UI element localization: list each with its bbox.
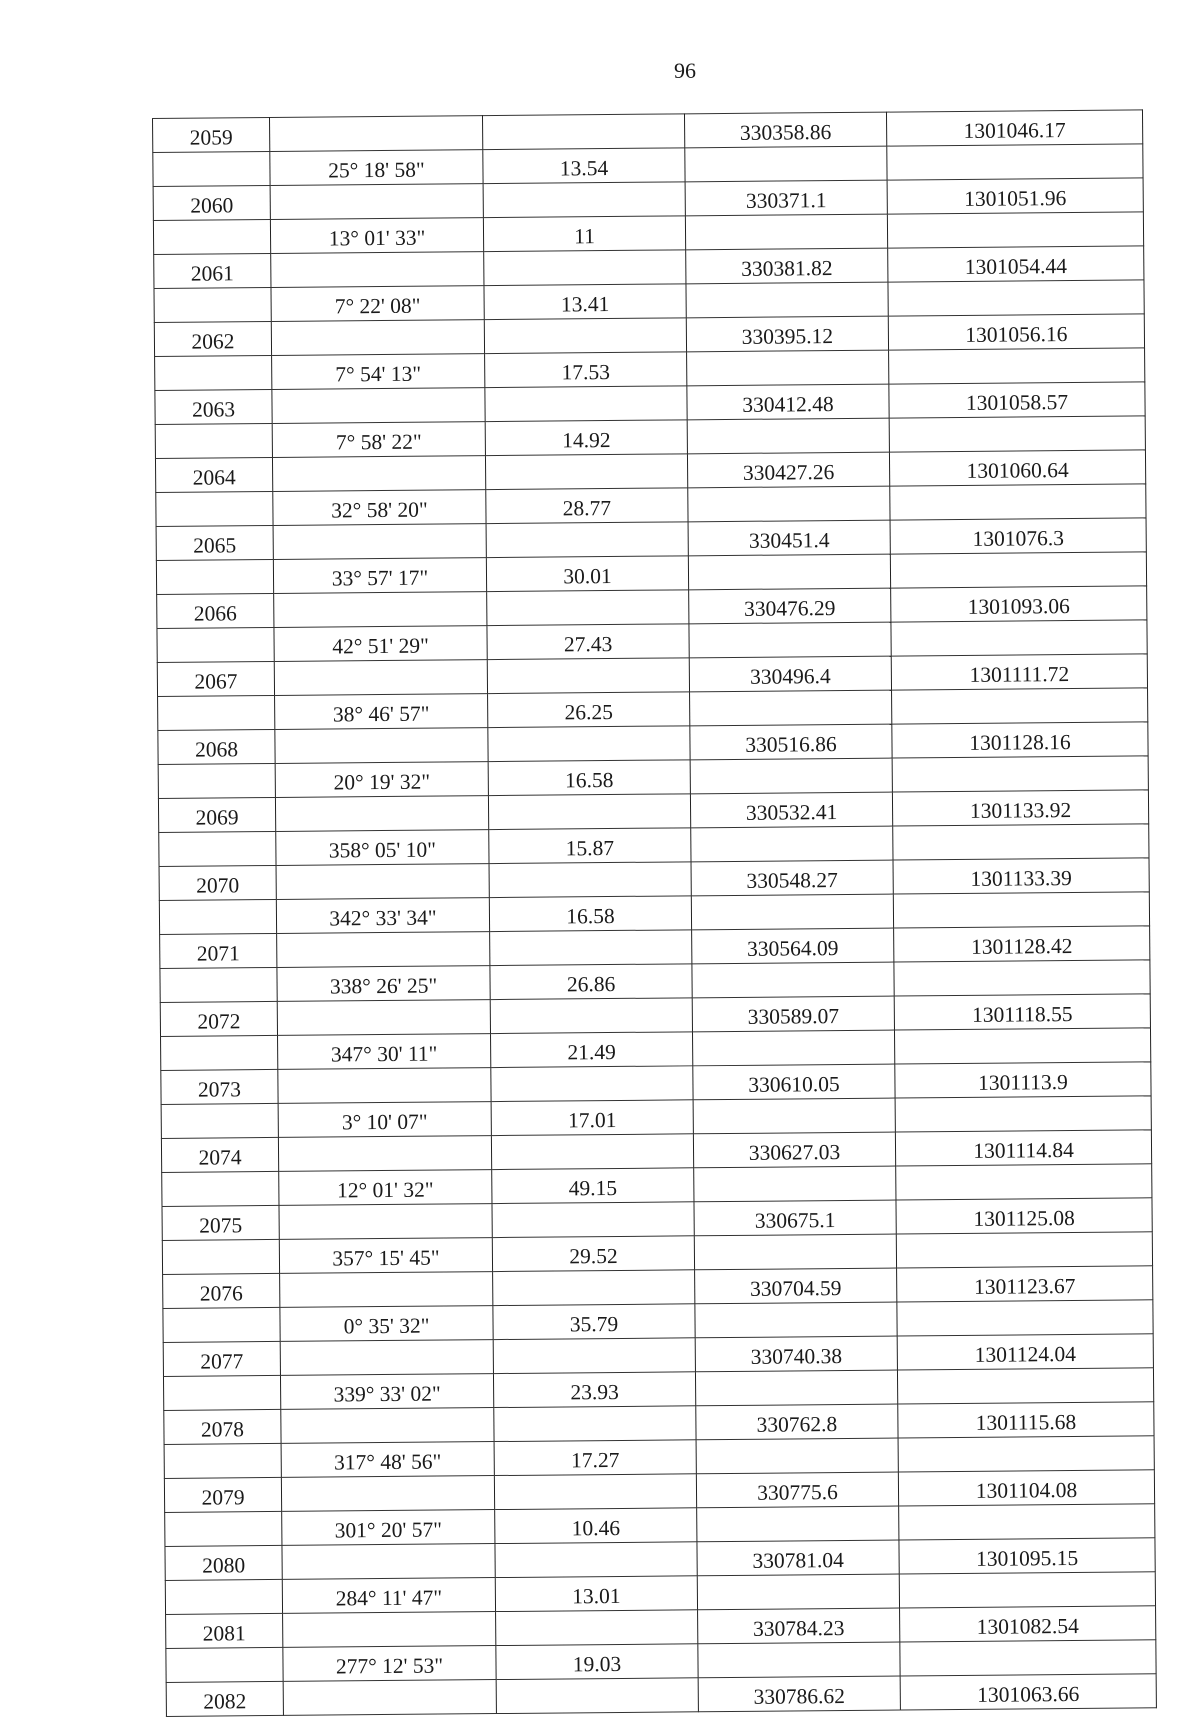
northing-value: 1301113.9 (895, 1062, 1151, 1098)
easting-value: 330395.12 (686, 316, 888, 352)
empty-cell (165, 1579, 282, 1614)
coordinate-table (152, 109, 1157, 1717)
bearing-value: 338° 26' 25" (277, 966, 490, 1002)
empty-cell (281, 1476, 494, 1512)
empty-cell (154, 287, 271, 322)
empty-cell (690, 758, 892, 794)
empty-cell (890, 484, 1146, 520)
distance-value: 13.01 (495, 1576, 697, 1612)
empty-cell (490, 930, 692, 966)
distance-value: 21.49 (491, 1032, 693, 1068)
empty-cell (494, 1474, 696, 1510)
empty-cell (694, 1166, 896, 1202)
empty-cell (157, 627, 274, 662)
station-id: 2061 (154, 253, 271, 288)
station-id: 2060 (153, 185, 270, 220)
empty-cell (162, 1171, 279, 1206)
empty-cell (484, 318, 686, 354)
empty-cell (689, 622, 891, 658)
easting-value: 330704.59 (695, 1268, 897, 1304)
empty-cell (163, 1307, 280, 1342)
empty-cell (897, 1368, 1153, 1404)
station-id: 2082 (166, 1681, 283, 1716)
easting-value: 330371.1 (685, 180, 887, 216)
distance-value: 11 (483, 216, 685, 252)
empty-cell (482, 114, 684, 150)
empty-cell (695, 1370, 897, 1406)
empty-cell (899, 1504, 1155, 1540)
empty-cell (487, 658, 689, 694)
easting-value: 330516.86 (690, 724, 892, 760)
easting-value: 330610.05 (693, 1064, 895, 1100)
easting-value: 330786.62 (698, 1676, 900, 1712)
distance-value: 14.92 (485, 420, 687, 456)
empty-cell (688, 486, 890, 522)
empty-cell (899, 1572, 1155, 1608)
easting-value: 330775.6 (696, 1472, 898, 1508)
empty-cell (896, 1232, 1152, 1268)
distance-value: 27.43 (487, 624, 689, 660)
empty-cell (896, 1164, 1152, 1200)
bearing-value: 20° 19' 32" (275, 762, 488, 798)
station-id: 2070 (159, 865, 276, 900)
bearing-value: 284° 11' 47" (282, 1578, 495, 1614)
empty-cell (280, 1340, 493, 1376)
northing-value: 1301128.42 (894, 926, 1150, 962)
station-id: 2077 (163, 1341, 280, 1376)
empty-cell (156, 491, 273, 526)
empty-cell (687, 418, 889, 454)
empty-cell (164, 1443, 281, 1478)
empty-cell (685, 214, 887, 250)
station-id: 2065 (156, 525, 273, 560)
empty-cell (163, 1375, 280, 1410)
station-id: 2062 (154, 321, 271, 356)
empty-cell (685, 146, 887, 182)
station-id: 2076 (163, 1273, 280, 1308)
page-number: 96 (674, 58, 696, 83)
bearing-value: 357° 15' 45" (279, 1238, 492, 1274)
bearing-value: 7° 54' 13" (272, 354, 485, 390)
northing-value: 1301058.57 (889, 382, 1145, 418)
northing-value: 1301125.08 (896, 1198, 1152, 1234)
empty-cell (894, 960, 1150, 996)
distance-value: 26.25 (488, 692, 690, 728)
empty-cell (888, 280, 1144, 316)
empty-cell (166, 1647, 283, 1682)
bearing-value: 7° 22' 08" (271, 286, 484, 322)
bearing-value: 42° 51' 29" (274, 626, 487, 662)
bearing-value: 347° 30' 11" (278, 1034, 491, 1070)
empty-cell (162, 1239, 279, 1274)
station-id: 2067 (157, 661, 274, 696)
empty-cell (485, 454, 687, 490)
easting-value: 330532.41 (690, 792, 892, 828)
easting-value: 330476.29 (689, 588, 891, 624)
empty-cell (887, 144, 1143, 180)
empty-cell (890, 552, 1146, 588)
empty-cell (887, 212, 1143, 248)
easting-value: 330412.48 (687, 384, 889, 420)
northing-value: 1301114.84 (895, 1130, 1151, 1166)
bearing-value: 33° 57' 17" (273, 558, 486, 594)
empty-cell (272, 456, 485, 492)
empty-cell (484, 250, 686, 286)
empty-cell (153, 151, 270, 186)
northing-value: 1301111.72 (891, 654, 1147, 690)
station-id: 2080 (165, 1545, 282, 1580)
empty-cell (161, 1035, 278, 1070)
northing-value: 1301124.04 (897, 1334, 1153, 1370)
easting-value: 330548.27 (691, 860, 893, 896)
northing-value: 1301076.3 (890, 518, 1146, 554)
empty-cell (160, 967, 277, 1002)
empty-cell (496, 1610, 698, 1646)
distance-value: 35.79 (493, 1304, 695, 1340)
station-id: 2071 (160, 933, 277, 968)
empty-cell (900, 1640, 1156, 1676)
empty-cell (494, 1406, 696, 1442)
empty-cell (892, 756, 1148, 792)
empty-cell (894, 1028, 1150, 1064)
station-id: 2072 (160, 1001, 277, 1036)
distance-value: 17.01 (491, 1100, 693, 1136)
empty-cell (269, 116, 482, 152)
northing-value: 1301128.16 (892, 722, 1148, 758)
empty-cell (691, 826, 893, 862)
bearing-value: 38° 46' 57" (275, 694, 488, 730)
easting-value: 330358.86 (684, 112, 886, 148)
empty-cell (275, 728, 488, 764)
empty-cell (487, 590, 689, 626)
easting-value: 330451.4 (688, 520, 890, 556)
easting-value: 330564.09 (692, 928, 894, 964)
empty-cell (495, 1542, 697, 1578)
distance-value: 28.77 (486, 488, 688, 524)
empty-cell (496, 1678, 698, 1714)
empty-cell (488, 726, 690, 762)
empty-cell (155, 423, 272, 458)
empty-cell (281, 1408, 494, 1444)
bearing-value: 3° 10' 07" (278, 1102, 491, 1138)
empty-cell (889, 416, 1145, 452)
northing-value: 1301056.16 (888, 314, 1144, 350)
bearing-value: 301° 20' 57" (282, 1510, 495, 1546)
empty-cell (687, 350, 889, 386)
empty-cell (277, 1000, 490, 1036)
empty-cell (893, 892, 1149, 928)
northing-value: 1301046.17 (886, 110, 1142, 146)
empty-cell (892, 688, 1148, 724)
northing-value: 1301115.68 (898, 1402, 1154, 1438)
easting-value: 330381.82 (686, 248, 888, 284)
station-id: 2066 (157, 593, 274, 628)
station-row (166, 1674, 1156, 1717)
distance-value: 13.54 (483, 148, 685, 184)
empty-cell (692, 1030, 894, 1066)
distance-value: 16.58 (489, 896, 691, 932)
empty-cell (276, 864, 489, 900)
station-id: 2075 (162, 1205, 279, 1240)
easting-value: 330762.8 (696, 1404, 898, 1440)
station-id: 2079 (164, 1477, 281, 1512)
distance-value: 26.86 (490, 964, 692, 1000)
bearing-value: 277° 12' 53" (283, 1646, 496, 1682)
empty-cell (893, 824, 1149, 860)
station-id: 2064 (155, 457, 272, 492)
bearing-value: 339° 33' 02" (280, 1374, 493, 1410)
empty-cell (274, 592, 487, 628)
empty-cell (155, 355, 272, 390)
easting-value: 330675.1 (694, 1200, 896, 1236)
bearing-value: 13° 01' 33" (270, 218, 483, 254)
northing-value: 1301054.44 (888, 246, 1144, 282)
station-id: 2073 (161, 1069, 278, 1104)
distance-value: 49.15 (492, 1168, 694, 1204)
bearing-value: 317° 48' 56" (281, 1442, 494, 1478)
empty-cell (153, 219, 270, 254)
coordinate-table-container (152, 109, 1155, 1715)
empty-cell (688, 554, 890, 590)
empty-cell (158, 763, 275, 798)
distance-value: 30.01 (486, 556, 688, 592)
bearing-value: 32° 58' 20" (273, 490, 486, 526)
empty-cell (271, 252, 484, 288)
empty-cell (486, 522, 688, 558)
empty-cell (279, 1204, 492, 1240)
empty-cell (690, 690, 892, 726)
bearing-value: 12° 01' 32" (279, 1170, 492, 1206)
empty-cell (493, 1270, 695, 1306)
empty-cell (283, 1680, 496, 1716)
distance-value: 23.93 (493, 1372, 695, 1408)
distance-value: 29.52 (492, 1236, 694, 1272)
empty-cell (491, 1066, 693, 1102)
station-id: 2081 (166, 1613, 283, 1648)
northing-value: 1301051.96 (887, 178, 1143, 214)
empty-cell (695, 1302, 897, 1338)
empty-cell (492, 1202, 694, 1238)
empty-cell (271, 320, 484, 356)
empty-cell (283, 1612, 496, 1648)
northing-value: 1301082.54 (900, 1606, 1156, 1642)
easting-value: 330427.26 (687, 452, 889, 488)
empty-cell (697, 1574, 899, 1610)
station-id: 2063 (155, 389, 272, 424)
easting-value: 330784.23 (698, 1608, 900, 1644)
empty-cell (273, 524, 486, 560)
northing-value: 1301095.15 (899, 1538, 1155, 1574)
northing-value: 1301104.08 (898, 1470, 1154, 1506)
easting-value: 330589.07 (692, 996, 894, 1032)
empty-cell (159, 899, 276, 934)
empty-cell (489, 862, 691, 898)
empty-cell (161, 1103, 278, 1138)
bearing-value: 25° 18' 58" (270, 150, 483, 186)
empty-cell (691, 894, 893, 930)
distance-value: 13.41 (484, 284, 686, 320)
empty-cell (698, 1642, 900, 1678)
empty-cell (692, 962, 894, 998)
distance-value: 17.27 (494, 1440, 696, 1476)
easting-value: 330496.4 (689, 656, 891, 692)
bearing-value: 358° 05' 10" (276, 830, 489, 866)
empty-cell (889, 348, 1145, 384)
northing-value: 1301123.67 (897, 1266, 1153, 1302)
empty-cell (488, 794, 690, 830)
northing-value: 1301060.64 (889, 450, 1145, 486)
empty-cell (891, 620, 1147, 656)
northing-value: 1301133.92 (892, 790, 1148, 826)
empty-cell (270, 184, 483, 220)
empty-cell (483, 182, 685, 218)
empty-cell (272, 388, 485, 424)
empty-cell (277, 932, 490, 968)
distance-value: 16.58 (488, 760, 690, 796)
empty-cell (491, 1134, 693, 1170)
bearing-value: 0° 35' 32" (280, 1306, 493, 1342)
bearing-value: 7° 58' 22" (272, 422, 485, 458)
empty-cell (278, 1068, 491, 1104)
empty-cell (159, 831, 276, 866)
empty-cell (280, 1272, 493, 1308)
coordinate-table-body (153, 110, 1157, 1717)
easting-value: 330781.04 (697, 1540, 899, 1576)
empty-cell (156, 559, 273, 594)
empty-cell (278, 1136, 491, 1172)
empty-cell (275, 796, 488, 832)
northing-value: 1301133.39 (893, 858, 1149, 894)
northing-value: 1301063.66 (900, 1674, 1156, 1710)
empty-cell (897, 1300, 1153, 1336)
station-id: 2074 (161, 1137, 278, 1172)
empty-cell (493, 1338, 695, 1374)
empty-cell (694, 1234, 896, 1270)
station-id: 2068 (158, 729, 275, 764)
distance-value: 15.87 (489, 828, 691, 864)
empty-cell (693, 1098, 895, 1134)
bearing-value: 342° 33' 34" (276, 898, 489, 934)
empty-cell (158, 695, 275, 730)
station-id: 2059 (153, 117, 270, 152)
empty-cell (895, 1096, 1151, 1132)
empty-cell (490, 998, 692, 1034)
easting-value: 330627.03 (693, 1132, 895, 1168)
empty-cell (898, 1436, 1154, 1472)
station-id: 2069 (158, 797, 275, 832)
easting-value: 330740.38 (695, 1336, 897, 1372)
empty-cell (696, 1438, 898, 1474)
empty-cell (274, 660, 487, 696)
distance-value: 19.03 (496, 1644, 698, 1680)
distance-value: 10.46 (495, 1508, 697, 1544)
empty-cell (697, 1506, 899, 1542)
northing-value: 1301118.55 (894, 994, 1150, 1030)
northing-value: 1301093.06 (891, 586, 1147, 622)
empty-cell (686, 282, 888, 318)
distance-value: 17.53 (485, 352, 687, 388)
empty-cell (282, 1544, 495, 1580)
station-id: 2078 (164, 1409, 281, 1444)
empty-cell (165, 1511, 282, 1546)
empty-cell (485, 386, 687, 422)
